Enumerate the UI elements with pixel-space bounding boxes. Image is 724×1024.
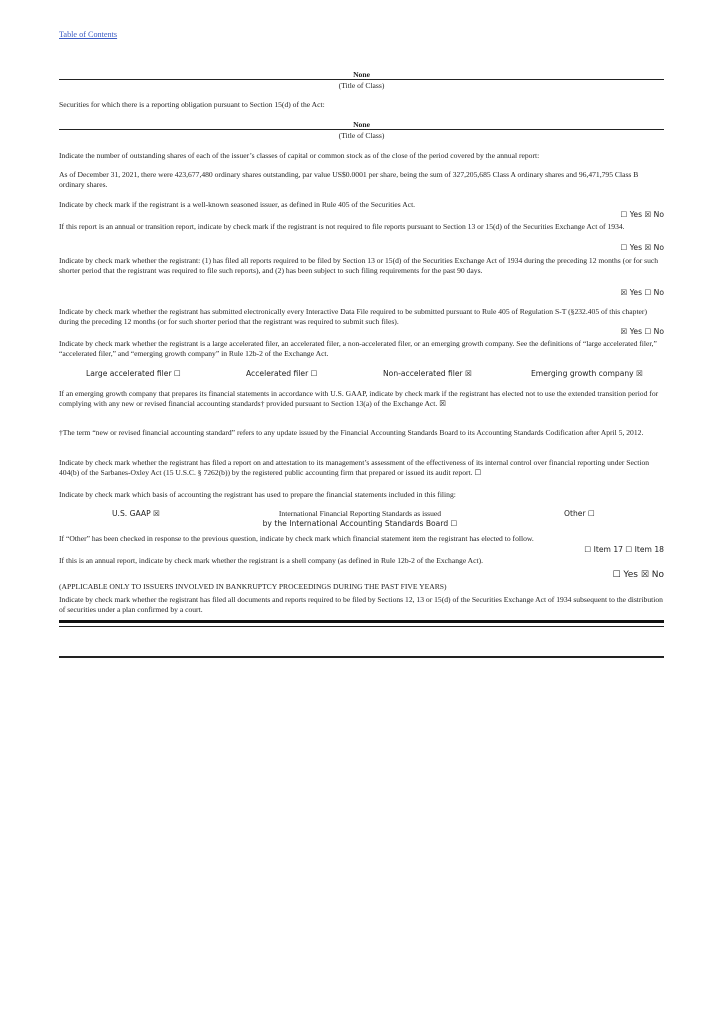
shell-company-question: If this is an annual report, indicate by check mark whether the registrant is a shell company (as defined in Rule 12b-2 of the Exchange Act).: [59, 556, 484, 565]
us-gaap-option[interactable]: U.S. GAAP ☒: [112, 509, 160, 518]
emerging-growth-company-option[interactable]: Emerging growth company ☒: [531, 369, 643, 378]
interactive-data-question: Indicate by check mark whether the registrant has submitted electronically every Interactive Data File required to be submitted pursuant to Rule 405 of Regulation S-T (§232.405 of this chapter) during the preceding 12 months (or for such shorter period that the registrant was required to submit such files).: [59, 307, 647, 326]
section-divider-thick: [59, 620, 664, 623]
reports-filed-question: Indicate by check mark whether the registrant: (1) has filed all reports required to be filed by Section 13 or 15(d) of the Securities Exchange Act of 1934 during the preceding 12 months (or for such shorter period that the registrant was required to file such reports), and (2) has been subject to such filing requirements for the past 90 days.: [59, 256, 659, 275]
accounting-basis-question: Indicate by check mark which basis of accounting the registrant has used to prepare the financial statements included in this filing:: [59, 490, 456, 499]
not-required-checkboxes[interactable]: ☐ Yes ☒ No: [620, 243, 664, 252]
title-of-class-value-1: None: [353, 70, 370, 79]
non-accelerated-filer-option[interactable]: Non-accelerated filer ☒: [383, 369, 472, 378]
item-17-18-checkboxes[interactable]: ☐ Item 17 ☐ Item 18: [584, 545, 664, 554]
reports-filed-checkboxes[interactable]: ☒ Yes ☐ No: [620, 288, 664, 297]
divider: [59, 129, 664, 130]
section-divider-thin: [59, 626, 664, 627]
outstanding-shares-question: Indicate the number of outstanding shares of each of the issuer’s classes of capital or common stock as of the close of the period covered by the annual report:: [59, 151, 540, 160]
title-of-class-caption-2: (Title of Class): [338, 131, 385, 140]
shell-company-checkboxes[interactable]: ☐ Yes ☒ No: [612, 570, 664, 580]
bankruptcy-heading: (APPLICABLE ONLY TO ISSUERS INVOLVED IN BANKRUPTCY PROCEEDINGS DURING THE PAST FIVE YEARS): [59, 582, 447, 591]
seasoned-issuer-question: Indicate by check mark if the registrant is a well-known seasoned issuer, as defined in Rule 405 of the Securities Act.: [59, 200, 416, 209]
interactive-data-checkboxes[interactable]: ☒ Yes ☐ No: [620, 327, 664, 336]
filer-status-question: Indicate by check mark whether the registrant is a large accelerated filer, an accelerated filer, a non-accelerated filer, or an emerging growth company. See the definitions of “large accelerated filer,” “accelerated filer,” and “emerging growth company” in Rule 12b-2 of the Exchange Act.: [59, 339, 657, 358]
attestation-question: Indicate by check mark whether the registrant has filed a report on and attestation to its management’s assessment of the effectiveness of its internal control over financial reporting under Section 404(b) of the Sarbanes-Oxley Act (15 U.S.C. § 7262(b)) by the registered public accounting firm that prepared or issued its audit report. ☐: [59, 458, 650, 477]
bankruptcy-question: Indicate by check mark whether the registrant has filed all documents and reports required to be filed by Sections 12, 13 or 15(d) of the Securities Exchange Act of 1934 subsequent to the distribution of securities under a plan confirmed by a court.: [59, 595, 663, 614]
outstanding-shares-answer: As of December 31, 2021, there were 423,677,480 ordinary shares outstanding, par value US$0.0001 per share, being the sum of 327,205,685 Class A ordinary shares and 96,471,795 Class B ordinary shares.: [59, 170, 639, 189]
accelerated-filer-option[interactable]: Accelerated filer ☐: [246, 369, 318, 378]
divider: [59, 79, 664, 80]
accounting-standard-footnote: †The term “new or revised financial accounting standard” refers to any update issued by the Financial Accounting Standards Board to its Accounting Standards Codification after April 5, 2012.: [59, 428, 644, 437]
seasoned-issuer-checkboxes[interactable]: ☐ Yes ☒ No: [620, 210, 664, 219]
section-15d-text: Securities for which there is a reporting obligation pursuant to Section 15(d) of the Act:: [59, 100, 325, 109]
emerging-growth-election-text: If an emerging growth company that prepares its financial statements in accordance with U.S. GAAP, indicate by check mark if the registrant has elected not to use the extended transition period for complying with any new or revised financial accounting standards† provided pursuant to Section 13(a) of the Exchange Act. ☒: [59, 389, 659, 408]
page-footer-divider: [59, 656, 664, 658]
ifrs-option-line-2[interactable]: by the International Accounting Standards Board ☐: [262, 519, 458, 528]
other-basis-option[interactable]: Other ☐: [564, 509, 595, 518]
table-of-contents-link[interactable]: Table of Contents: [59, 30, 118, 39]
large-accelerated-filer-option[interactable]: Large accelerated filer ☐: [86, 369, 181, 378]
title-of-class-value-2: None: [353, 120, 370, 129]
not-required-question: If this report is an annual or transition report, indicate by check mark if the registrant is not required to file reports pursuant to Section 13 or 15(d) of the Securities Exchange Act of 1934.: [59, 222, 625, 231]
ifrs-option-line-1[interactable]: International Financial Reporting Standards as issued: [278, 509, 442, 518]
other-item-question: If “Other” has been checked in response to the previous question, indicate by check mark which financial statement item the registrant has elected to follow.: [59, 534, 534, 543]
title-of-class-caption-1: (Title of Class): [338, 81, 385, 90]
